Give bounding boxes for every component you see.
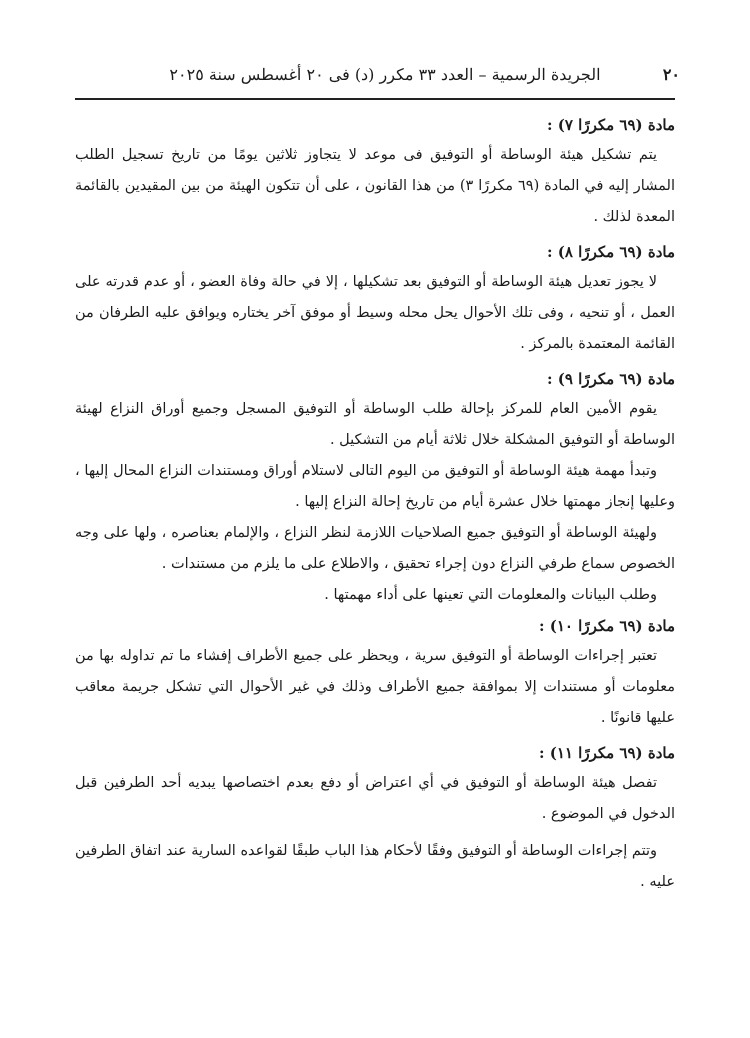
article-heading: مادة (٦٩ مكررًا ١٠) : — [538, 617, 675, 635]
article-paragraph: ولهيئة الوساطة أو التوفيق جميع الصلاحيات اللازمة لنظر النزاع ، والإلمام بعناصره ، ولها على وجه الخصوص سماع طرفي النزاع دون إجراء تحقيق ، والاطلاع على ما يلزم من مستندات . — [75, 525, 675, 572]
running-title: الجريدة الرسمية – العدد ٣٣ مكرر (د) فى ٢٠ أغسطس سنة ٢٠٢٥ — [169, 64, 601, 84]
page-header — [70, 58, 680, 90]
article-heading: مادة (٦٩ مكررًا ٧) : — [547, 116, 675, 134]
article-paragraph: وتبدأ مهمة هيئة الوساطة أو التوفيق من اليوم التالى لاستلام أوراق ومستندات النزاع المحال إليها ، وعليها إنجاز مهمتها خلال عشرة أيام من تاريخ إحالة النزاع إليها . — [75, 463, 675, 510]
article-paragraph: تعتبر إجراءات الوساطة أو التوفيق سرية ، ويحظر على جميع الأطراف إفشاء ما تم تداوله بها من معلومات أو مستندات إلا بموافقة جميع الأطراف وذلك في غير الأحوال التي تشكل جريمة معاقب عليها قانونًا . — [75, 648, 675, 726]
page-number: ٢٠ — [662, 64, 680, 84]
article-heading: مادة (٦٩ مكررًا ١١) : — [538, 744, 675, 762]
article-paragraph: وطلب البيانات والمعلومات التي تعينها على أداء مهمتها . — [324, 587, 657, 603]
article-heading: مادة (٦٩ مكررًا ٨) : — [547, 243, 675, 261]
header-rule — [75, 98, 675, 100]
article-paragraph: لا يجوز تعديل هيئة الوساطة أو التوفيق بعد تشكيلها ، إلا في حالة وفاة العضو ، أو عدم قدرته على العمل ، أو تنحيه ، وفى تلك الأحوال يحل محله وسيط أو موفق آخر يختاره ويوافق عليه الطرفان من القائمة المعتمدة بالمركز . — [75, 274, 675, 352]
document-body — [75, 110, 675, 898]
article-paragraph: تفصل هيئة الوساطة أو التوفيق في أي اعتراض أو دفع بعدم اختصاصها يبديه أحد الطرفين قبل الدخول في الموضوع . — [75, 775, 675, 822]
article-heading: مادة (٦٩ مكررًا ٩) : — [547, 370, 675, 388]
article-paragraph: يتم تشكيل هيئة الوساطة أو التوفيق فى موعد لا يتجاوز ثلاثين يومًا من تاريخ تسجيل الطلب المشار إليه في المادة (٦٩ مكررًا ٣) من هذا القانون ، على أن تتكون الهيئة من بين المقيدين بالقائمة المعدة لذلك . — [75, 147, 675, 225]
article-paragraph: وتتم إجراءات الوساطة أو التوفيق وفقًا لأحكام هذا الباب طبقًا لقواعده السارية عند اتفاق الطرفين عليه . — [75, 843, 675, 890]
article-paragraph: يقوم الأمين العام للمركز بإحالة طلب الوساطة أو التوفيق المسجل وجميع أوراق النزاع لهيئة الوساطة أو التوفيق المشكلة خلال ثلاثة أيام من التشكيل . — [75, 401, 675, 448]
